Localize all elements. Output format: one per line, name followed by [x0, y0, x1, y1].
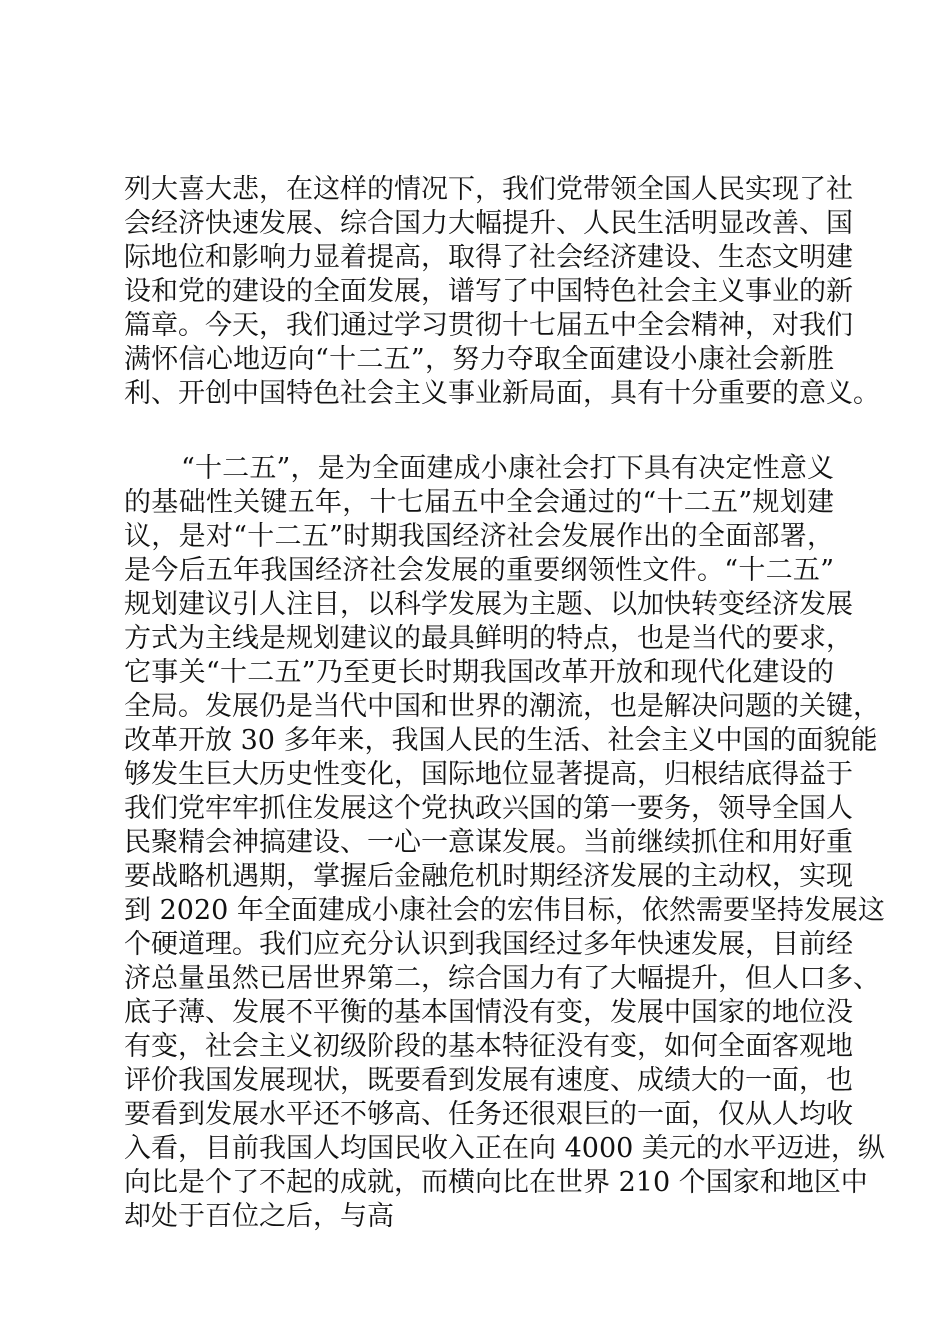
paragraph-line: 底子薄、发展不平衡的基本国情没有变，发展中国家的地位没: [124, 997, 853, 1028]
paragraph-line: 入看，目前我国人均国民收入正在向 4000 美元的水平迈进，纵: [124, 1133, 885, 1164]
paragraph-line: 满怀信心地迈向“十二五”，努力夺取全面建设小康社会新胜: [124, 344, 834, 375]
paragraph-line: 要看到发展水平还不够高、任务还很艰巨的一面，仅从人均收: [124, 1099, 853, 1130]
paragraph-line: 它事关“十二五”乃至更长时期我国改革开放和现代化建设的: [124, 657, 834, 688]
paragraph-line: 够发生巨大历史性变化，国际地位显著提高，归根结底得益于: [124, 759, 853, 790]
paragraph-line: 际地位和影响力显着提高，取得了社会经济建设、生态文明建: [124, 242, 853, 273]
paragraph-line: 议，是对“十二五”时期我国经济社会发展作出的全面部署，: [124, 521, 834, 552]
paragraph-line: 改革开放 30 多年来，我国人民的生活、社会主义中国的面貌能: [124, 725, 878, 756]
paragraph-line: 规划建议引人注目，以科学发展为主题、以加快转变经济发展: [124, 589, 853, 620]
paragraph-line: 的基础性关键五年，十七届五中全会通过的“十二五”规划建: [124, 487, 834, 518]
paragraph-line: 利、开创中国特色社会主义事业新局面，具有十分重要的意义。: [124, 378, 880, 409]
paragraph-line: 会经济快速发展、综合国力大幅提升、人民生活明显改善、国: [124, 208, 853, 239]
paragraph-line: 我们党牢牢抓住发展这个党执政兴国的第一要务，领导全国人: [124, 793, 853, 824]
paragraph-line: 个硬道理。我们应充分认识到我国经过多年快速发展，目前经: [124, 929, 853, 960]
paragraph-line: “十二五”，是为全面建成小康社会打下具有决定性意义: [181, 453, 834, 484]
paragraph-line: 是今后五年我国经济社会发展的重要纲领性文件。“十二五”: [124, 555, 834, 586]
paragraph-line: 有变，社会主义初级阶段的基本特征没有变，如何全面客观地: [124, 1031, 853, 1062]
paragraph-line: 设和党的建设的全面发展，谱写了中国特色社会主义事业的新: [124, 276, 853, 307]
paragraph-line: 向比是个了不起的成就，而横向比在世界 210 个国家和地区中: [124, 1167, 868, 1198]
paragraph-line: 评价我国发展现状，既要看到发展有速度、成绩大的一面，也: [124, 1065, 853, 1096]
paragraph-line: 全局。发展仍是当代中国和世界的潮流，也是解决问题的关键，: [124, 691, 880, 722]
paragraph-line: 到 2020 年全面建成小康社会的宏伟目标，依然需要坚持发展这: [124, 895, 885, 926]
paragraph-line: 方式为主线是规划建议的最具鲜明的特点，也是当代的要求，: [124, 623, 853, 654]
paragraph-line: 却处于百位之后，与高: [124, 1201, 394, 1232]
paragraph-line: 篇章。今天，我们通过学习贯彻十七届五中全会精神，对我们: [124, 310, 853, 341]
paragraph-line: 列大喜大悲，在这样的情况下，我们党带领全国人民实现了社: [124, 174, 853, 205]
paragraph-line: 要战略机遇期，掌握后金融危机时期经济发展的主动权，实现: [124, 861, 853, 892]
paragraph-line: 济总量虽然已居世界第二，综合国力有了大幅提升，但人口多、: [124, 963, 880, 994]
paragraph-line: 民聚精会神搞建设、一心一意谋发展。当前继续抓住和用好重: [124, 827, 853, 858]
